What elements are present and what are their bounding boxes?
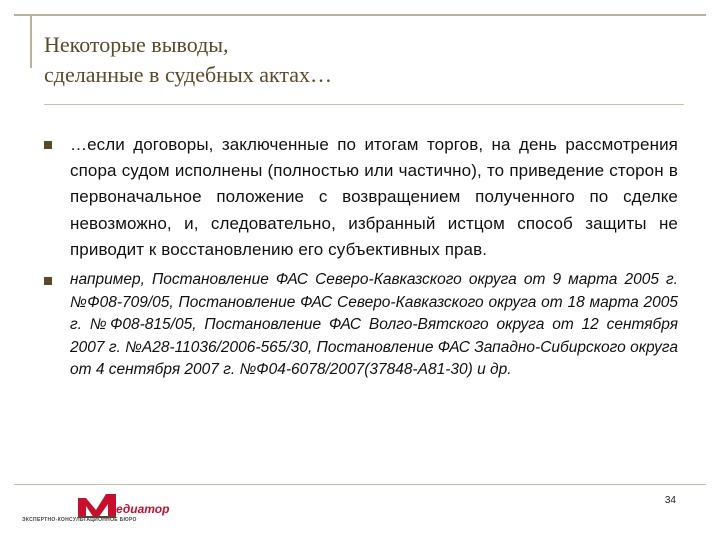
slide-frame-left	[30, 14, 32, 68]
bullet-text: …если договоры, заключенные по итогам торгов, на день рассмотрения спора судом исполнены (полностью или частично), то приведение сторон в первоначальное положение с возвращением полученного по сделке невозможно, и, следовательно, избранный истцом способ защиты не приводит к восстановлению его субъективных прав.	[70, 135, 678, 259]
slide-title	[44, 30, 684, 90]
logo-name: едиатор	[116, 502, 170, 516]
slide-title-line-2: сделанные в судебных актах…	[44, 62, 333, 87]
slide-frame-top	[14, 14, 706, 16]
bullet-text: например, Постановление ФАС Северо-Кавказского округа от 9 марта 2005 г. №Ф08-709/05, Постановление ФАС Северо-Кавказского округа от 18 марта 2005 г. №Ф08-815/05, Постановление ФАС Волго-Вятского округа от 12 сентября 2007 г. №А28-11036/2006-565/30, Постановление ФАС Западно-Сибирского округа от 4 сентября 2007 г. №Ф04-6078/2007(37848-А81-30) и др.	[70, 271, 678, 379]
bullet-item	[44, 269, 678, 382]
logo-tagline: ЭКСПЕРТНО-КОНСУЛЬТАЦИОННОЕ БЮРО	[22, 517, 137, 523]
footer-divider	[14, 484, 706, 485]
square-bullet-icon	[44, 141, 52, 149]
mediator-logo-icon	[78, 494, 116, 518]
title-divider	[44, 104, 684, 105]
bullet-item	[44, 132, 678, 263]
mediator-logo	[20, 494, 180, 528]
slide-title-line-1: Некоторые выводы,	[44, 32, 229, 57]
square-bullet-icon	[44, 277, 52, 285]
bullet-list	[44, 132, 678, 382]
page-number: 34	[664, 495, 676, 506]
